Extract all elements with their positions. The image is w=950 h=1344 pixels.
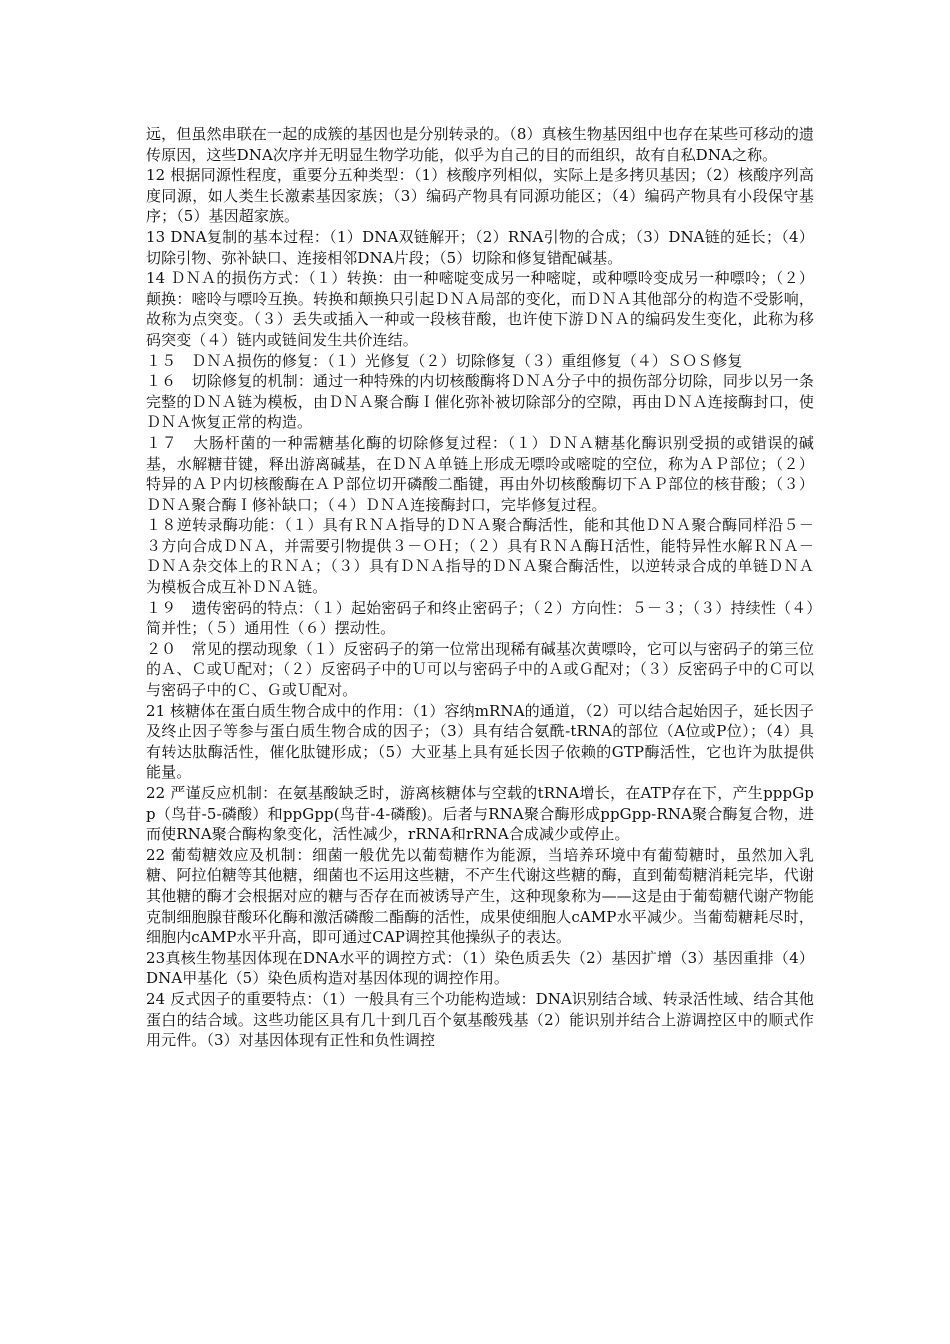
- paragraph-22-glucose-effect: 22 葡萄糖效应及机制：细菌一般优先以葡萄糖作为能源，当培养环境中有葡萄糖时，虽然加入乳糖、阿拉伯糖等其他糖，细菌也不运用这些糖，不产生代谢这些糖的酶，直到葡萄糖消耗完毕，代谢其他糖的酶才会根据对应的糖与否存在而被诱导产生，这种现象称为——这是由于葡萄糖代谢产物能克制细胞腺苷酸环化酶和激活磷酸二酯酶的活性，成果使细胞人cAMP水平减少。当葡萄糖耗尽时，细胞内cAMP水平升高，即可通过CAP调控其他操纵子的表达。: [146, 845, 814, 947]
- paragraph-gene-cluster-continuation: 远，但虽然串联在一起的成簇的基因也是分别转录的。（8）真核生物基因组中也存在某些可移动的遗传原因，这些DNA次序并无明显生物学功能，似乎为自己的目的而组织，故有自私DNA之称。: [146, 125, 814, 164]
- paragraph-24-trans-factors: 24 反式因子的重要特点：（1）一般具有三个功能构造域：DNA识别结合域、转录活性域、结合其他蛋白的结合域。这些功能区具有几十到几百个氨基酸残基（2）能识别并结合上游调控区中的顺式作用元件。（3）对基因体现有正性和负性调控: [146, 989, 814, 1050]
- paragraph-15-dna-repair: １５ ＤＮＡ损伤的修复：（１）光修复（２）切除修复（３）重组修复（４）ＳＯＳ修复: [146, 351, 743, 370]
- paragraph-22-stringent-response: 22 严谨反应机制：在氨基酸缺乏时，游离核糖体与空载的tRNA增长，在ATP存在下，产生pppGpp（鸟苷-5-磷酸）和ppGpp(鸟苷-4-磷酸)。后者与RNA聚合酶形成ppGpp-RNA聚合酶复合物，进而使RNA聚合酶构象变化，活性减少，rRNA和rRNA合成减少或停止。: [146, 784, 814, 844]
- paragraph-19-genetic-code: １９ 遗传密码的特点：（１）起始密码子和终止密码子；（２）方向性：５－３；（３）持续性（４）简并性；（５）通用性（６）摆动性。: [146, 598, 814, 638]
- paragraph-13-dna-replication: 13 DNA复制的基本过程：（1）DNA双链解开；（2）RNA引物的合成；（3）DNA链的延长；（4）切除引物、弥补缺口、连接相邻DNA片段；（5）切除和修复错配碱基。: [146, 227, 814, 267]
- paragraph-21-ribosome: 21 核糖体在蛋白质生物合成中的作用：（1）容纳mRNA的通道，（2）可以结合起始因子，延长因子及终止因子等参与蛋白质生物合成的因子；（3）具有结合氨酰-tRNA的部位（A位或P位）；（4）具有转达肽酶活性，催化肽键形成；（5）大亚基上具有延长因子依赖的GTP酶活性，它也许为肽提供能量。: [146, 701, 814, 782]
- paragraph-18-reverse-transcriptase: １８逆转录酶功能：（１）具有ＲＮＡ指导的ＤＮＡ聚合酶活性，能和其他ＤＮＡ聚合酶同样沿５－３方向合成ＤＮＡ，并需要引物提供３－ＯＨ；（２）具有ＲＮＡ酶Ｈ活性，能特异性水解ＲＮＡ－ＤＮＡ杂交体上的ＲＮＡ；（３）具有ＤＮＡ指导的ＤＮＡ聚合酶活性，以逆转录合成的单链ＤＮＡ为模板合成互补ＤＮＡ链。: [146, 516, 814, 597]
- paragraph-16-excision-repair: １６ 切除修复的机制：通过一种特殊的内切核酸酶将ＤＮＡ分子中的损伤部分切除，同步以另一条完整的ＤＮＡ链为模板，由ＤＮＡ聚合酶Ｉ催化弥补被切除部分的空隙，再由ＤＮＡ连接酶封口，使ＤＮＡ恢复正常的构造。: [146, 372, 814, 432]
- paragraph-12-gene-family-types: 12 根据同源性程度，重要分五种类型：（1）核酸序列相似，实际上是多拷贝基因；（2）核酸序列高度同源，如人类生长激素基因家族；（3）编码产物具有同源功能区；（4）编码产物具有小段保守基序；（5）基因超家族。: [146, 166, 814, 226]
- paragraph-20-wobble: ２０ 常见的摆动现象（１）反密码子的第一位常出现稀有碱基次黄嘌呤，它可以与密码子的第三位的Ａ、Ｃ或Ｕ配对；（２）反密码子中的Ｕ可以与密码子中的Ａ或Ｇ配对；（３）反密码子中的Ｃ可以与密码子中的Ｃ、Ｇ或Ｕ配对。: [146, 639, 814, 700]
- paragraph-23-eukaryotic-regulation: 23真核生物基因体现在DNA水平的调控方式：（1）染色质丢失（2）基因扩增（3）基因重排（4）DNA甲基化（5）染色质构造对基因体现的调控作用。: [146, 948, 814, 988]
- paragraph-14-dna-damage: 14 ＤＮＡ的损伤方式：（１）转换：由一种嘧啶变成另一种嘧啶，或种嘌呤变成另一种嘌呤；（２）颠换：嘧呤与嘌呤互换。转换和颠换只引起ＤＮＡ局部的变化，而ＤＮＡ其他部分的构造不受影响，故称为点突变。（３）丢失或插入一种或一段核苷酸，也许使下游ＤＮＡ的编码发生变化，此称为移码突变（４）链内或链间发生共价连结。: [146, 269, 814, 349]
- paragraph-17-glycosylase-repair: １７ 大肠杆菌的一种需糖基化酶的切除修复过程：（１）ＤＮＡ糖基化酶识别受损的或错误的碱基，水解糖苷键，释出游离碱基，在ＤＮＡ单链上形成无嘌呤或嘧啶的空位，称为ＡＰ部位；（２）特异的ＡＰ内切核酸酶在ＡＰ部位切开磷酸二酯键，再由外切核酸酶切下ＡＰ部位的核苷酸；（３）ＤＮＡ聚合酶Ｉ修补缺口；（４）ＤＮＡ连接酶封口，完毕修复过程。: [146, 433, 814, 514]
- document-body: [146, 124, 814, 1051]
